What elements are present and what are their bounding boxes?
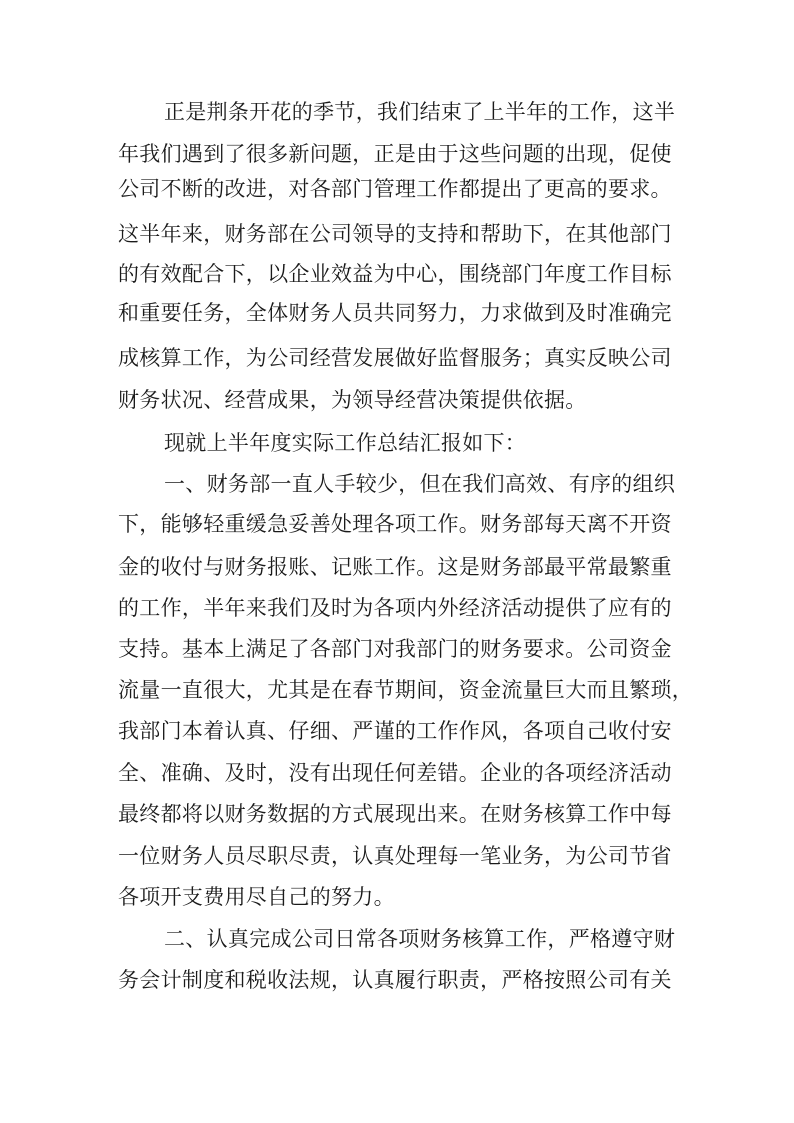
paragraph-3-line-2: 下，能够轻重缓急妥善处理各项工作。财务部每天离不开资 xyxy=(118,512,672,536)
paragraph-1-line-7: 成核算工作，为公司经营发展做好监督服务；真实反映公司 xyxy=(118,346,672,370)
paragraph-3-line-9: 最终都将以财务数据的方式展现出来。在财务核算工作中每 xyxy=(118,802,672,826)
paragraph-3-line-4: 的工作，半年来我们及时为各项内外经济活动提供了应有的 xyxy=(118,596,672,620)
paragraph-1-line-1: 正是荆条开花的季节，我们结束了上半年的工作，这半 xyxy=(164,100,676,124)
paragraph-3-line-6: 流量一直很大，尤其是在春节期间，资金流量巨大而且繁琐， xyxy=(118,678,694,702)
paragraph-1-line-6: 和重要任务，全体财务人员共同努力，力求做到及时准确完 xyxy=(118,301,672,325)
paragraph-1-line-5: 的有效配合下，以企业效益为中心，围绕部门年度工作目标 xyxy=(118,262,672,286)
paragraph-4-line-1: 二、认真完成公司日常各项财务核算工作，严格遵守财 xyxy=(164,927,676,951)
paragraph-1-line-3: 公司不断的改进，对各部门管理工作都提出了更高的要求。 xyxy=(118,177,672,201)
paragraph-3-line-10: 一位财务人员尽职尽责，认真处理每一笔业务，为公司节省 xyxy=(118,844,672,868)
paragraph-3-line-8: 全、准确、及时，没有出现任何差错。企业的各项经济活动 xyxy=(118,761,672,785)
paragraph-1-line-2: 年我们遇到了很多新问题，正是由于这些问题的出现，促使 xyxy=(118,142,672,166)
paragraph-3-line-11: 各项开支费用尽自己的努力。 xyxy=(118,885,395,909)
paragraph-4-line-2: 务会计制度和税收法规，认真履行职责，严格按照公司有关 xyxy=(118,968,672,992)
paragraph-3-line-3: 金的收付与财务报账、记账工作。这是财务部最平常最繁重 xyxy=(118,555,672,579)
paragraph-2-line-1: 现就上半年度实际工作总结汇报如下： xyxy=(164,431,527,455)
paragraph-3-line-1: 一、财务部一直人手较少，但在我们高效、有序的组织 xyxy=(164,472,676,496)
paragraph-1-line-8: 财务状况、经营成果，为领导经营决策提供依据。 xyxy=(118,388,587,412)
paragraph-1-line-4: 这半年来，财务部在公司领导的支持和帮助下，在其他部门 xyxy=(118,222,672,246)
paragraph-3-line-5: 支持。基本上满足了各部门对我部门的财务要求。公司资金 xyxy=(118,637,672,661)
paragraph-3-line-7: 我部门本着认真、仔细、严谨的工作作风，各项自己收付安 xyxy=(118,719,672,743)
